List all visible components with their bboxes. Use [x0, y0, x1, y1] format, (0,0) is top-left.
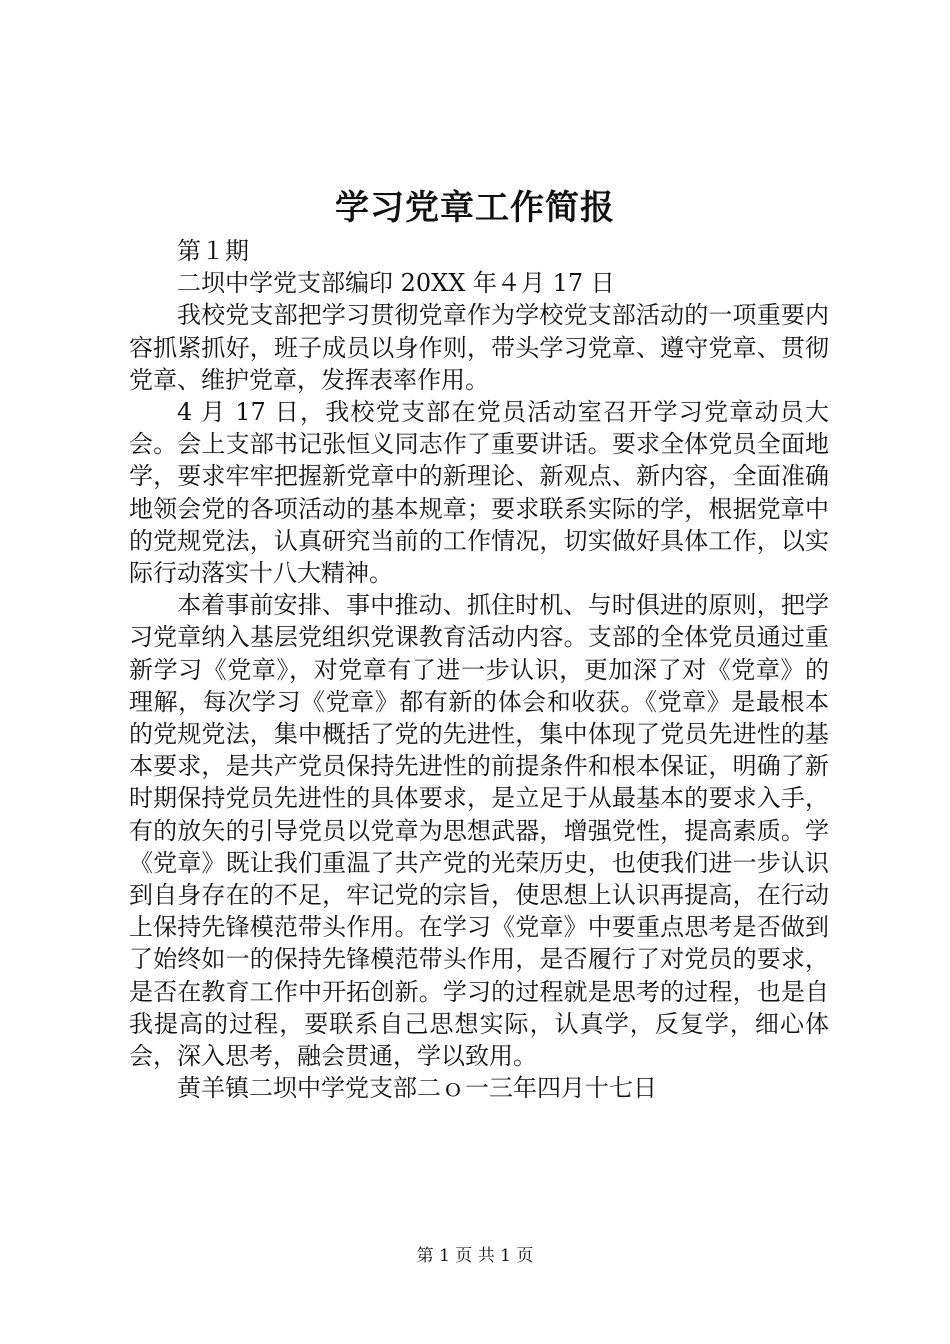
document-body [129, 235, 829, 1104]
paragraph-1: 我校党支部把学习贯彻党章作为学校党支部活动的一项重要内容抓紧抓好，班子成员以身作则，带头学习党章、遵守党章、贯彻党章、维护党章，发挥表率作用。 [129, 301, 829, 394]
signature-line: 黄羊镇二坝中学党支部二ｏ一三年四月十七日 [177, 1074, 657, 1103]
issue-line: 第１期 [177, 237, 249, 265]
document-title: 学习党章工作简报 [335, 188, 615, 228]
publisher-line: 二坝中学党支部编印 20XX 年４月 17 日 [177, 269, 615, 298]
paragraph-2: 4 月 17 日，我校党支部在党员活动室召开学习党章动员大会。会上支部书记张恒义同志作了重要讲话。要求全体党员全面地学，要求牢牢把握新党章中的新理论、新观点、新内容，全面准确地领会党的各项活动的基本规章；要求联系实际的学，根据党章中的党规党法，认真研究当前的工作情况，切实做好具体工作，以实际行动落实十八大精神。 [129, 398, 829, 588]
page-footer: 第 1 页 共 1 页 [416, 1246, 534, 1266]
paragraph-3: 本着事前安排、事中推动、抓住时机、与时俱进的原则，把学习党章纳入基层党组织党课教育活动内容。支部的全体党员通过重新学习《党章》，对党章有了进一步认识，更加深了对《党章》的理解，每次学习《党章》都有新的体会和收获。《党章》是最根本的党规党法，集中概括了党的先进性，集中体现了党员先进性的基本要求，是共产党员保持先进性的前提条件和根本保证，明确了新时期保持党员先进性的具体要求，是立足于从最基本的要求入手，有的放矢的引导党员以党章为思想武器，增强党性，提高素质。学《党章》既让我们重温了共产党的光荣历史，也使我们进一步认识到自身存在的不足，牢记党的宗旨，使思想上认识再提高，在行动上保持先锋模范带头作用。在学习《党章》中要重点思考是否做到了始终如一的保持先锋模范带头作用，是否履行了对党员的要求，是否在教育工作中开拓创新。学习的过程就是思考的过程，也是自我提高的过程，要联系自己思想实际，认真学，反复学，细心体会，深入思考，融会贯通，学以致用。 [129, 591, 829, 1071]
